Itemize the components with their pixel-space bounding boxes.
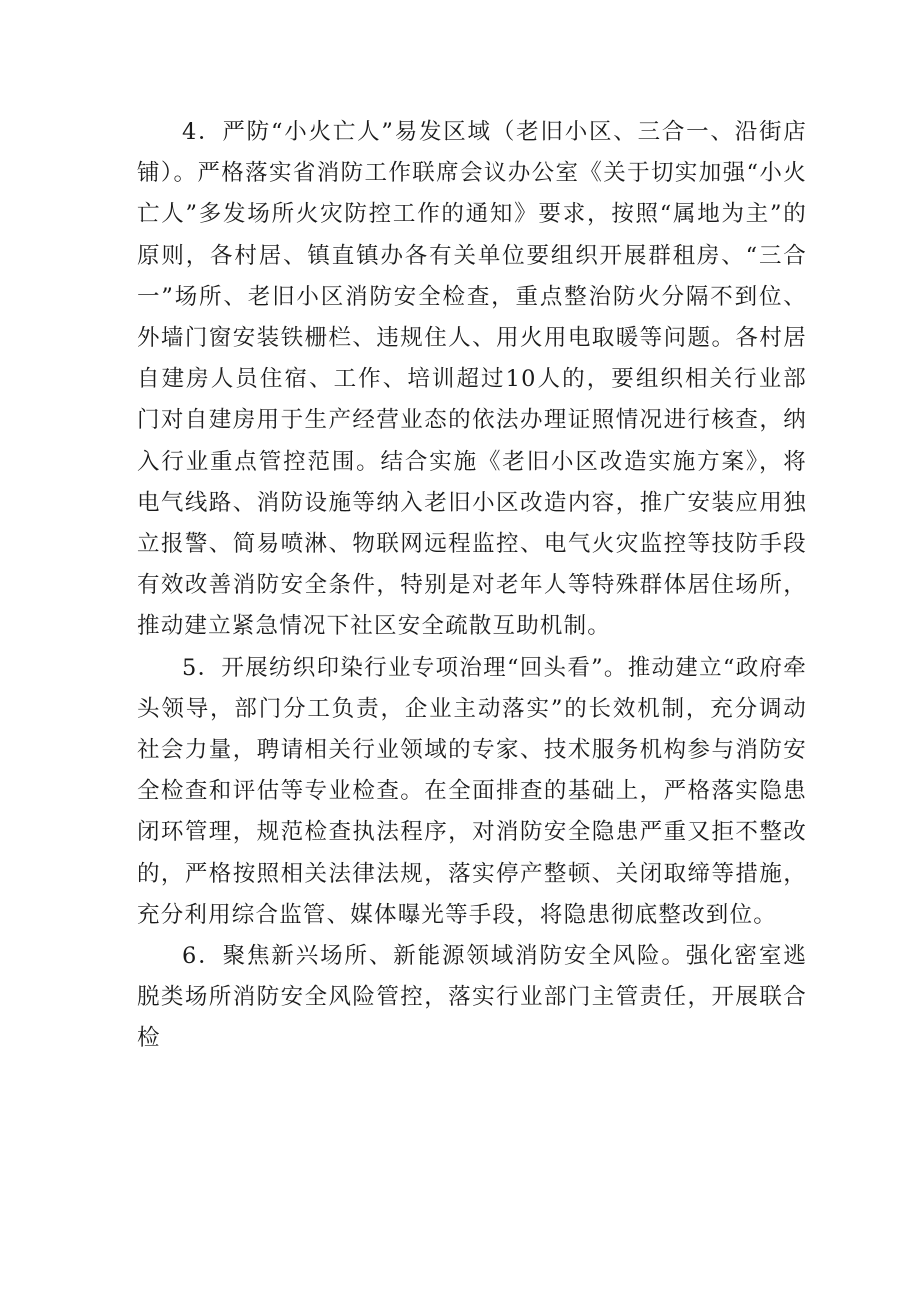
document-body	[137, 112, 807, 1060]
paragraph-6-new-venues-energy-risks: 6．聚焦新兴场所、新能源领域消防安全风险。强化密室逃脱类场所消防安全风险管控，落实行业部门主管责任，开展联合检	[137, 943, 807, 1052]
paragraph-4-fire-prone-areas: 4．严防“小火亡人”易发区域（老旧小区、三合一、沿街店铺）。严格落实省消防工作联席会议办公室《关于切实加强“小火亡人”多发场所火灾防控工作的通知》要求，按照“属地为主”的原则，各村居、镇直镇办各有关单位要组织开展群租房、“三合一”场所、老旧小区消防安全检查，重点整治防火分隔不到位、外墙门窗安装铁栅栏、违规住人、用火用电取暖等问题。各村居自建房人员住宿、工作、培训超过10人的，要组织相关行业部门对自建房用于生产经营业态的依法办理证照情况进行核查，纳入行业重点管控范围。结合实施《老旧小区改造实施方案》，将电气线路、消防设施等纳入老旧小区改造内容，推广安装应用独立报警、简易喷淋、物联网远程监控、电气火灾监控等技防手段有效改善消防安全条件，特别是对老年人等特殊群体居住场所，推动建立紧急情况下社区安全疏散互助机制。	[137, 119, 807, 640]
paragraph-5-textile-dyeing-review: 5．开展纺织印染行业专项治理“回头看”。推动建立“政府牵头领导，部门分工负责，企业主动落实”的长效机制，充分调动社会力量，聘请相关行业领域的专家、技术服务机构参与消防安全检查和评估等专业检查。在全面排查的基础上，严格落实隐患闭环管理，规范检查执法程序，对消防安全隐患严重又拒不整改的，严格按照相关法律法规，落实停产整顿、关闭取缔等措施，充分利用综合监管、媒体曝光等手段，将隐患彻底整改到位。	[137, 654, 807, 928]
